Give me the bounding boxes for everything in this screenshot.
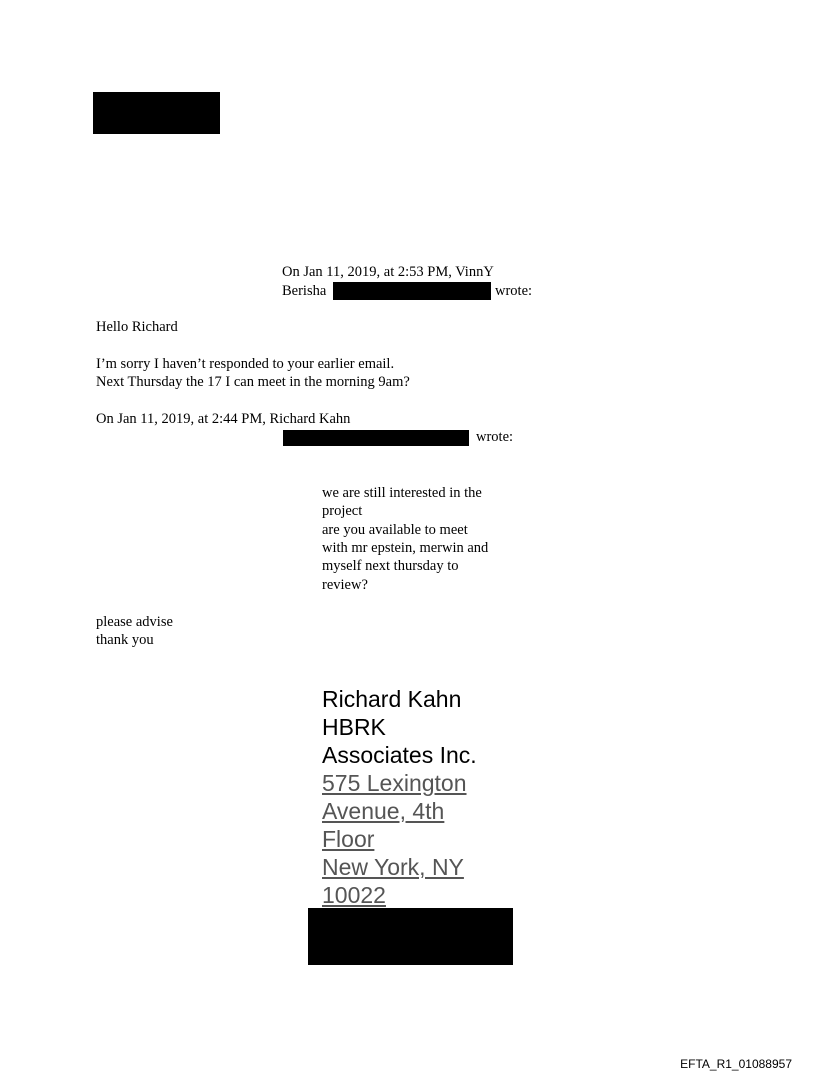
greeting: Hello Richard [96, 319, 178, 335]
reply-line-1: I’m sorry I haven’t responded to your earlier email. [96, 356, 395, 372]
closing-line-2: thank you [96, 632, 154, 648]
redaction-sender-email [333, 282, 491, 300]
quoted-line-5: myself next thursday to [322, 558, 459, 574]
address-link-line-2[interactable]: Avenue, 4th [322, 798, 445, 824]
bates-number: EFTA_R1_01088957 [680, 1057, 792, 1071]
address-link-line-1[interactable]: 575 Lexington [322, 770, 467, 796]
signature-company-1: HBRK [322, 714, 386, 740]
redaction-top [93, 92, 220, 134]
quoted-line-1: we are still interested in the [322, 485, 482, 501]
signature-name: Richard Kahn [322, 686, 462, 712]
redaction-kahn-email [283, 430, 469, 446]
inner-quote-wrote: wrote: [476, 429, 514, 445]
quoted-line-4: with mr epstein, merwin and [322, 540, 489, 556]
redaction-signature-contact [308, 908, 513, 965]
quote-header-sender: Berisha [282, 283, 327, 299]
address-link-line-4[interactable]: New York, NY [322, 854, 464, 880]
signature-block [322, 685, 477, 909]
closing-line-1: please advise [96, 614, 173, 630]
quote-header-wrote: wrote: [495, 283, 533, 299]
address-link-line-5[interactable]: 10022 [322, 882, 386, 908]
quoted-line-2: project [322, 503, 363, 519]
quoted-line-3: are you available to meet [322, 522, 468, 538]
inner-quote-line1: On Jan 11, 2019, at 2:44 PM, Richard Kahn [96, 411, 351, 427]
address-link-line-3[interactable]: Floor [322, 826, 375, 852]
reply-line-2: Next Thursday the 17 I can meet in the morning 9am? [96, 374, 410, 390]
quoted-line-6: review? [322, 577, 368, 593]
quote-header-line1: On Jan 11, 2019, at 2:53 PM, VinnY [282, 264, 494, 280]
signature-company-2: Associates Inc. [322, 742, 477, 768]
